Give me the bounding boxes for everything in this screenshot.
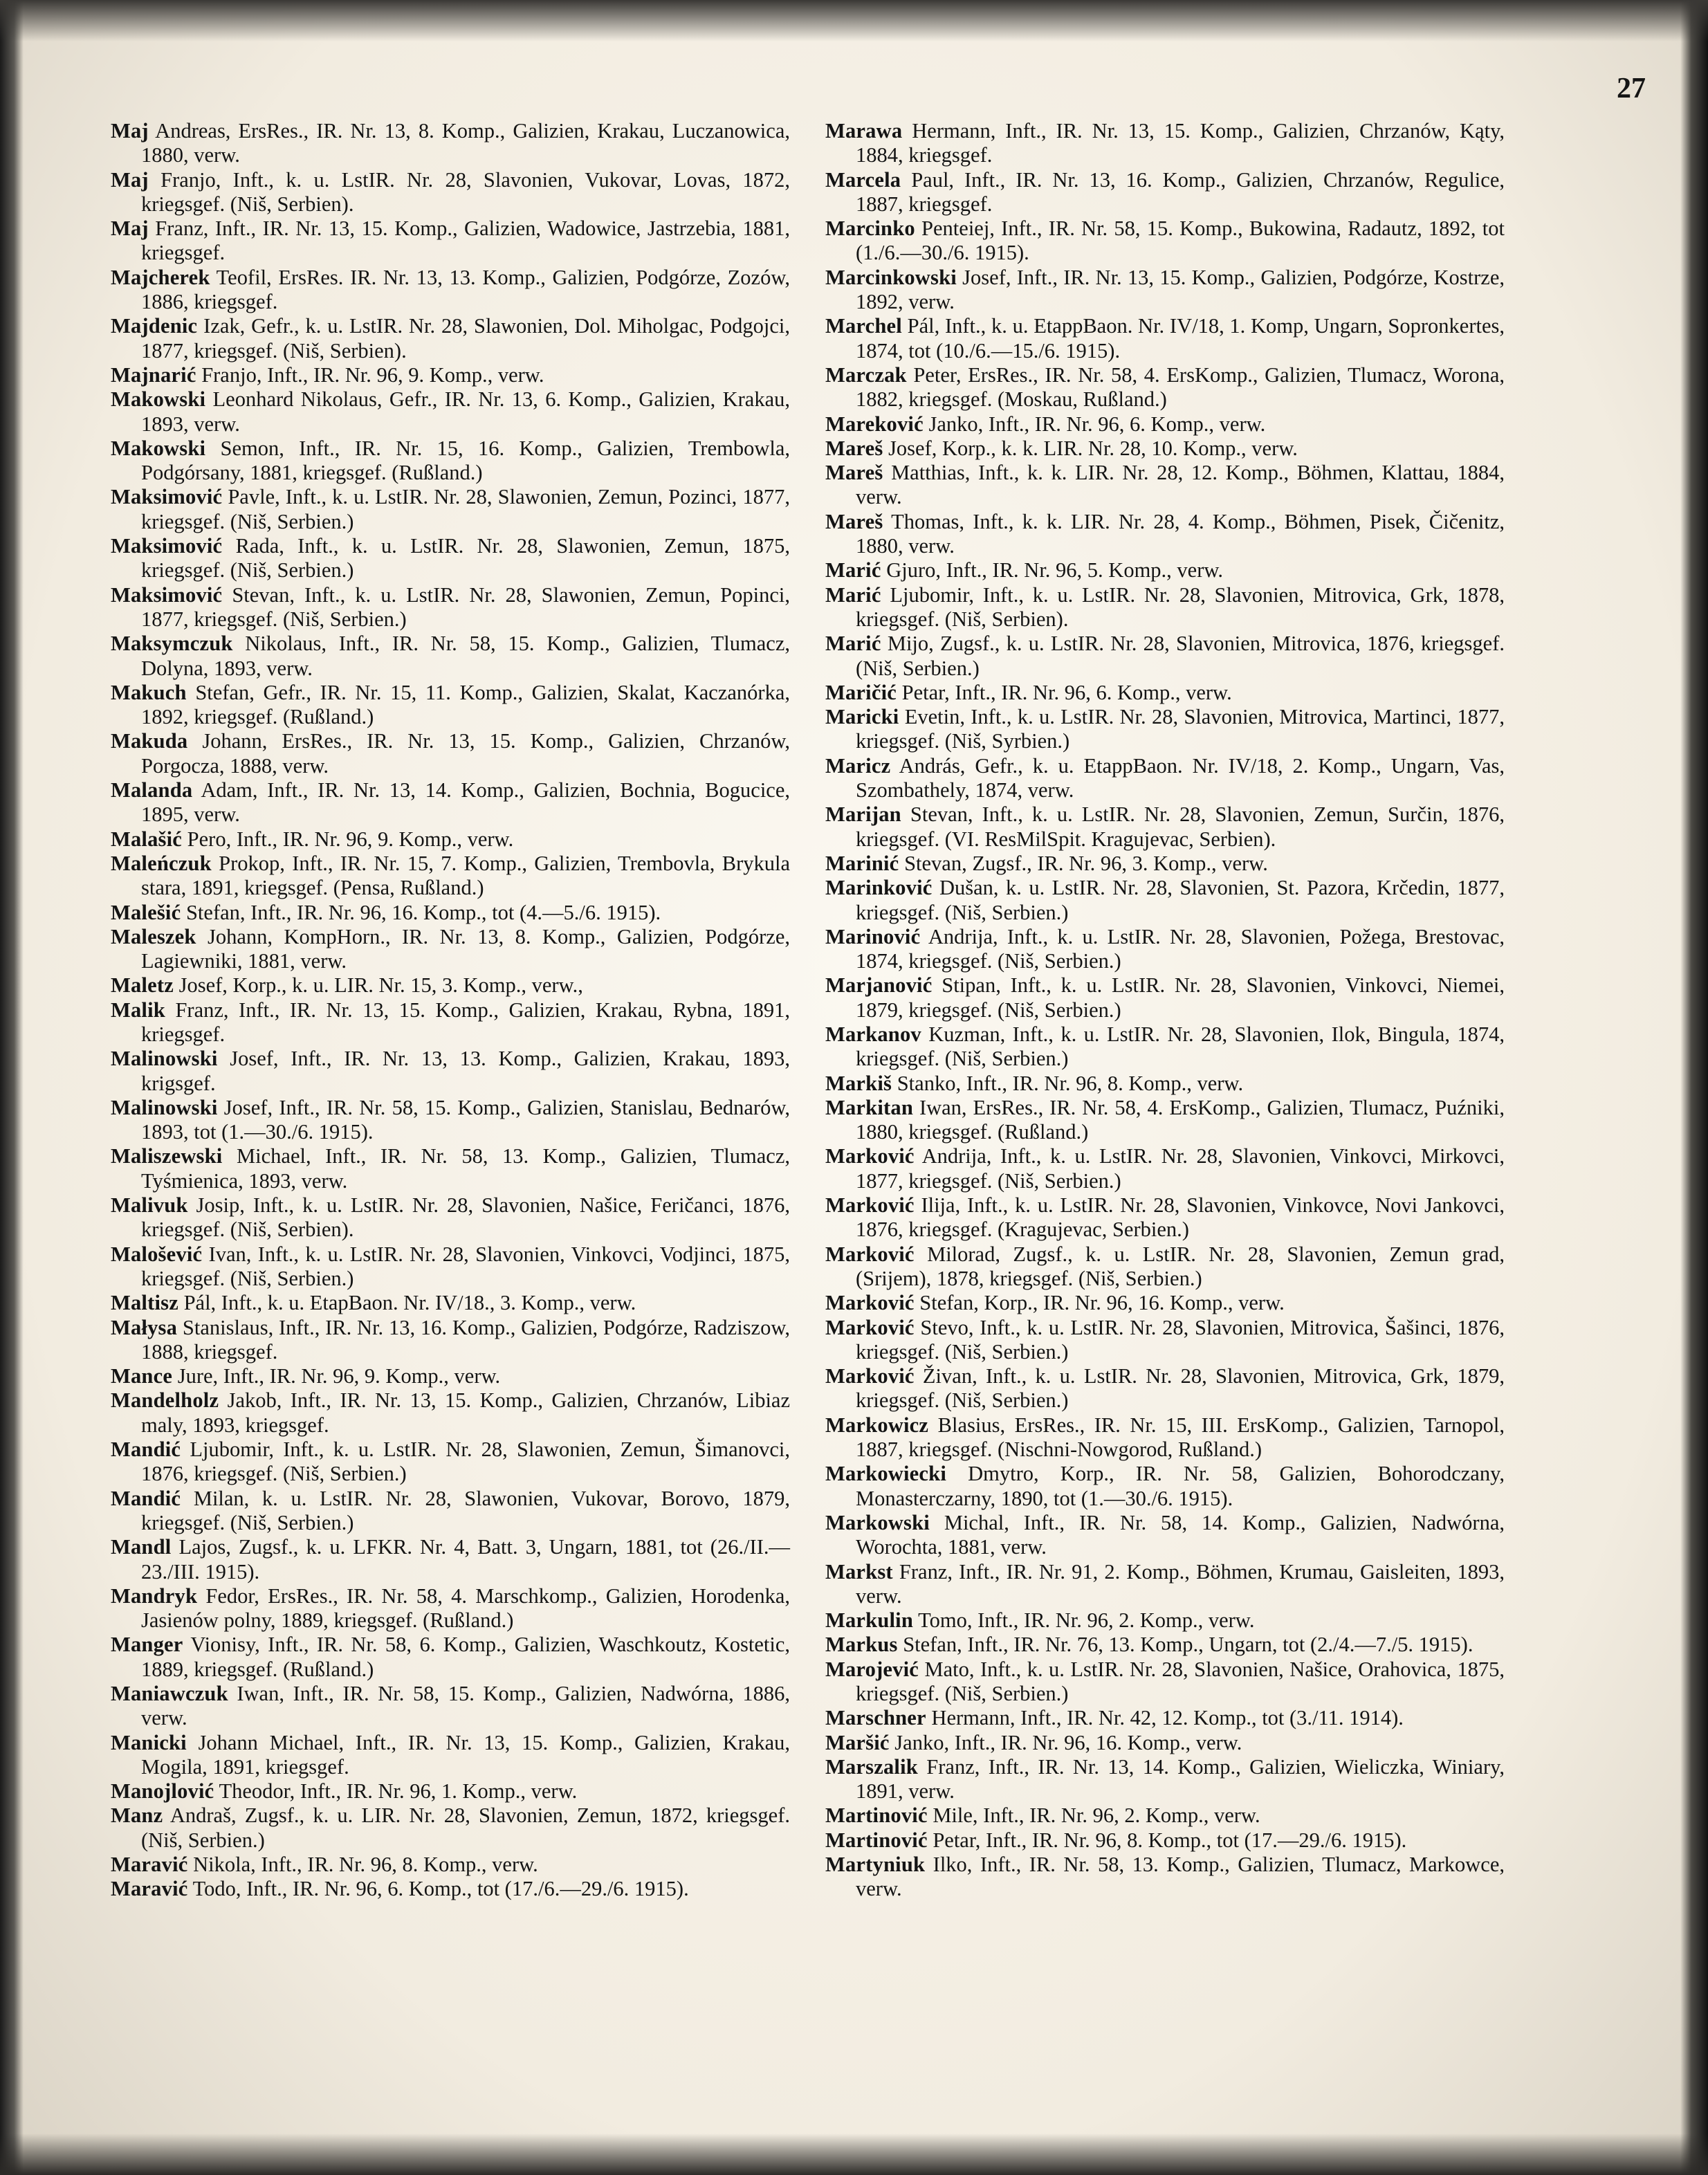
entry-surname: Markanov xyxy=(825,1022,921,1046)
entry-details: Dmytro, Korp., IR. Nr. 58, Galizien, Bohorodczany, Monasterczarny, 1890, tot (1.—30./6. 1915). xyxy=(856,1462,1505,1510)
entry-surname: Maltisz xyxy=(111,1291,178,1315)
entry-details: Ljubomir, Inft., k. u. LstIR. Nr. 28, Slavonien, Mitrovica, Grk, 1878, kriegsgef. (Niš, Serbien). xyxy=(856,582,1505,631)
list-entry xyxy=(825,1853,1505,1902)
entry-surname: Maksymczuk xyxy=(111,632,233,656)
entry-details: Josef, Korp., k. k. LIR. Nr. 28, 10. Komp., verw. xyxy=(883,436,1298,460)
entry-surname: Marszalik xyxy=(825,1754,918,1779)
entry-details: Michael, Inft., IR. Nr. 58, 13. Komp., Galizien, Tlumacz, Tyśmienica, 1893, verw. xyxy=(141,1144,790,1193)
list-entry xyxy=(825,1291,1505,1315)
entry-surname: Marczak xyxy=(825,362,907,387)
entry-details: Peter, ErsRes., IR. Nr. 58, 4. ErsKomp., Galizien, Tlumacz, Worona, 1882, kriegsgef. (Moskau, Rußland.) xyxy=(856,362,1505,412)
entry-details: Stanko, Inft., IR. Nr. 96, 8. Komp., verw. xyxy=(892,1071,1244,1095)
list-entry xyxy=(825,217,1505,266)
entry-details: Stipan, Inft., k. u. LstIR. Nr. 28, Slavonien, Vinkovci, Niemei, 1879, kriegsgef. (Niš, Serbien.) xyxy=(856,973,1505,1022)
entry-surname: Mandelholz xyxy=(111,1388,219,1413)
list-entry xyxy=(111,1731,790,1780)
entry-details: Stanislaus, Inft., IR. Nr. 13, 16. Komp., Galizien, Podgórze, Radziszow, 1888, kriegsgef. xyxy=(141,1315,790,1364)
entry-surname: Marić xyxy=(825,632,881,656)
entry-surname: Mandić xyxy=(111,1438,181,1462)
entry-surname: Maršić xyxy=(825,1730,890,1754)
entry-surname: Marjanović xyxy=(825,973,933,998)
entry-details: Semon, Inft., IR. Nr. 15, 16. Komp., Galizien, Trembowla, Podgórsany, 1881, kriegsgef. (Rußland.) xyxy=(141,436,790,485)
list-entry xyxy=(111,1682,790,1731)
entry-details: Stevo, Inft., k. u. LstIR. Nr. 28, Slavonien, Mitrovica, Šašinci, 1876, kriegsgef. (Niš, Serbien.) xyxy=(856,1315,1505,1364)
entry-details: Stefan, Inft., IR. Nr. 76, 13. Komp., Ungarn, tot (2./4.—7./5. 1915). xyxy=(897,1633,1473,1657)
list-entry xyxy=(111,729,790,778)
entry-details: Pero, Inft., IR. Nr. 96, 9. Komp., verw. xyxy=(182,827,514,851)
entry-details: Mile, Inft., IR. Nr. 96, 2. Komp., verw. xyxy=(927,1804,1260,1828)
list-entry xyxy=(825,583,1505,632)
entry-details: Leonhard Nikolaus, Gefr., IR. Nr. 13, 6. Komp., Galizien, Krakau, 1893, verw. xyxy=(141,387,790,436)
entry-surname: Maksimović xyxy=(111,582,223,607)
entry-surname: Maletz xyxy=(111,973,174,998)
list-entry xyxy=(825,1022,1505,1072)
entry-surname: Malinowski xyxy=(111,1095,218,1119)
entry-surname: Marinić xyxy=(825,851,899,875)
entry-details: Tomo, Inft., IR. Nr. 96, 2. Komp., verw. xyxy=(913,1608,1255,1633)
entry-details: Johann, KompHorn., IR. Nr. 13, 8. Komp., Galizien, Podgórze, Lagiewniki, 1881, verw. xyxy=(141,924,790,973)
entry-details: Izak, Gefr., k. u. LstIR. Nr. 28, Slawonien, Dol. Miholgac, Podgojci, 1877, kriegsgef. (Niš, Serbien). xyxy=(141,314,790,362)
entry-details: Adam, Inft., IR. Nr. 13, 14. Komp., Galizien, Bochnia, Bogucice, 1895, verw. xyxy=(141,778,790,827)
list-entry xyxy=(825,1144,1505,1193)
entry-surname: Marawa xyxy=(825,119,903,143)
list-entry xyxy=(111,363,790,387)
entry-surname: Maj xyxy=(111,217,149,241)
entry-surname: Martyniuk xyxy=(825,1853,926,1877)
list-entry xyxy=(825,1804,1505,1828)
entry-details: Matthias, Inft., k. k. LIR. Nr. 28, 12. Komp., Böhmen, Klattau, 1884, verw. xyxy=(856,461,1505,509)
list-entry xyxy=(111,1316,790,1365)
list-entry xyxy=(825,1193,1505,1242)
list-entry xyxy=(825,802,1505,852)
list-entry xyxy=(111,778,790,827)
entry-details: Nikola, Inft., IR. Nr. 96, 8. Komp., verw. xyxy=(187,1853,538,1877)
entry-surname: Marcinkowski xyxy=(825,265,957,289)
entry-surname: Małysa xyxy=(111,1315,178,1339)
entry-surname: Maričić xyxy=(825,680,897,704)
entry-surname: Maleńczuk xyxy=(111,851,212,875)
list-entry xyxy=(825,437,1505,461)
list-entry xyxy=(825,754,1505,803)
entry-surname: Marchel xyxy=(825,314,902,338)
list-entry xyxy=(111,217,790,266)
entry-details: Janko, Inft., IR. Nr. 96, 16. Komp., verw. xyxy=(889,1730,1242,1754)
entry-surname: Maksimović xyxy=(111,485,223,509)
entry-surname: Majnarić xyxy=(111,362,196,387)
entry-surname: Manojlović xyxy=(111,1779,214,1804)
list-entry xyxy=(825,363,1505,412)
list-entry xyxy=(825,1096,1505,1145)
list-entry xyxy=(825,973,1505,1022)
entry-details: Franjo, Inft., k. u. LstIR. Nr. 28, Slavonien, Vukovar, Lovas, 1872, kriegsgef. (Niš, Serbien). xyxy=(141,167,790,216)
list-entry xyxy=(825,1072,1505,1096)
entry-surname: Makuch xyxy=(111,680,187,704)
entry-details: Ilko, Inft., IR. Nr. 58, 13. Komp., Galizien, Tlumacz, Markowce, verw. xyxy=(856,1853,1505,1901)
list-entry xyxy=(825,266,1505,315)
list-entry xyxy=(825,1511,1505,1560)
entry-details: Andraš, Zugsf., k. u. LIR. Nr. 28, Slavonien, Zemun, 1872, kriegsgef. (Niš, Serbien.) xyxy=(141,1804,790,1852)
entry-surname: Markiš xyxy=(825,1071,892,1095)
entry-surname: Marschner xyxy=(825,1706,926,1730)
list-entry xyxy=(111,1193,790,1242)
entry-details: Todo, Inft., IR. Nr. 96, 6. Komp., tot (17./6.—29./6. 1915). xyxy=(187,1877,689,1901)
entry-details: Josef, Inft., IR. Nr. 13, 13. Komp., Galizien, Krakau, 1893, krigsgef. xyxy=(141,1047,790,1095)
list-entry xyxy=(111,901,790,925)
entry-details: Blasius, ErsRes., IR. Nr. 15, III. ErsKomp., Galizien, Tarnopol, 1887, kriegsgef. (Nischni-Nowgorod, Rußland.) xyxy=(856,1413,1505,1462)
entry-surname: Malanda xyxy=(111,778,193,802)
list-entry xyxy=(825,1828,1505,1853)
entry-surname: Maricz xyxy=(825,753,891,778)
entry-details: Stevan, Inft., k. u. LstIR. Nr. 28, Slavonien, Zemun, Surčin, 1876, kriegsgef. (VI. ResMilSpit. Kragujevac, Serbien). xyxy=(856,802,1505,851)
entry-surname: Maleszek xyxy=(111,924,196,948)
entry-details: Jure, Inft., IR. Nr. 96, 9. Komp., verw. xyxy=(172,1364,501,1388)
entry-surname: Marcela xyxy=(825,167,901,192)
entry-details: Thomas, Inft., k. k. LIR. Nr. 28, 4. Komp., Böhmen, Pisek, Čičenitz, 1880, verw. xyxy=(856,509,1505,558)
scan-edge-right xyxy=(1680,0,1708,2175)
entry-details: Mijo, Zugsf., k. u. LstIR. Nr. 28, Slavonien, Mitrovica, 1876, kriegsgef. (Niš, Serbien.) xyxy=(856,632,1505,680)
entry-surname: Marijan xyxy=(825,802,901,827)
list-entry xyxy=(111,632,790,681)
entry-details: Milan, k. u. LstIR. Nr. 28, Slawonien, Vukovar, Borovo, 1879, kriegsgef. (Niš, Serbien.) xyxy=(141,1486,790,1534)
page-number: 27 xyxy=(1617,73,1646,104)
list-entry xyxy=(825,1608,1505,1633)
list-entry xyxy=(111,1584,790,1633)
entry-details: Hermann, Inft., IR. Nr. 42, 12. Komp., tot (3./11. 1914). xyxy=(926,1706,1404,1730)
entry-surname: Marić xyxy=(825,582,881,607)
entry-details: Hermann, Inft., IR. Nr. 13, 15. Komp., Galizien, Chrzanów, Kąty, 1884, kriegsgef. xyxy=(856,119,1505,167)
entry-surname: Maravić xyxy=(111,1877,188,1901)
entry-surname: Marojević xyxy=(825,1657,919,1681)
list-entry xyxy=(111,1487,790,1536)
scan-edge-left xyxy=(0,0,24,2175)
list-entry xyxy=(825,1364,1505,1413)
entry-surname: Malinowski xyxy=(111,1047,218,1071)
entry-details: Kuzman, Inft., k. u. LstIR. Nr. 28, Slavonien, Ilok, Bingula, 1874, kriegsgef. (Niš, Serbien.) xyxy=(856,1022,1505,1071)
list-entry xyxy=(111,1438,790,1487)
list-entry xyxy=(111,1096,790,1145)
entry-surname: Majdenic xyxy=(111,314,198,338)
entry-surname: Mareković xyxy=(825,412,924,436)
entry-surname: Mandić xyxy=(111,1486,181,1510)
entry-surname: Malošević xyxy=(111,1242,203,1266)
entry-details: Michal, Inft., IR. Nr. 58, 14. Komp., Galizien, Nadwórna, Worochta, 1881, verw. xyxy=(856,1510,1505,1559)
entry-surname: Markst xyxy=(825,1559,893,1584)
entry-details: Teofil, ErsRes. IR. Nr. 13, 13. Komp., Galizien, Podgórze, Zozów, 1886, kriegsgef. xyxy=(141,265,790,314)
list-entry xyxy=(825,1316,1505,1365)
entry-surname: Makowski xyxy=(111,387,206,412)
entry-details: András, Gefr., k. u. EtappBaon. Nr. IV/18, 2. Komp., Ungarn, Vas, Szombathely, 1874, verw. xyxy=(856,753,1505,802)
entry-details: Paul, Inft., IR. Nr. 13, 16. Komp., Galizien, Chrzanów, Regulice, 1887, kriegsgef. xyxy=(856,167,1505,216)
entry-details: Fedor, ErsRes., IR. Nr. 58, 4. Marschkomp., Galizien, Horodenka, Jasienów polny, 1889, kriegsgef. (Rußland.) xyxy=(141,1584,790,1633)
list-entry xyxy=(825,876,1505,925)
entry-surname: Maj xyxy=(111,167,149,192)
list-entry xyxy=(111,437,790,486)
entry-details: Stefan, Inft., IR. Nr. 96, 16. Komp., tot (4.—5./6. 1915). xyxy=(181,900,661,924)
list-entry xyxy=(111,1291,790,1315)
list-entry xyxy=(825,1560,1505,1609)
entry-surname: Marinković xyxy=(825,876,933,900)
entry-details: Iwan, Inft., IR. Nr. 58, 15. Komp., Galizien, Nadwórna, 1886, verw. xyxy=(141,1682,790,1730)
entry-details: Jakob, Inft., IR. Nr. 13, 15. Komp., Galizien, Chrzanów, Libiaz maly, 1893, kriegsgef. xyxy=(141,1388,790,1437)
entry-surname: Marković xyxy=(825,1193,915,1218)
list-entry xyxy=(111,1364,790,1388)
list-entry xyxy=(111,1388,790,1438)
entry-surname: Markulin xyxy=(825,1608,914,1633)
list-entry xyxy=(111,1144,790,1193)
entry-details: Evetin, Inft., k. u. LstIR. Nr. 28, Slavonien, Mitrovica, Martinci, 1877, kriegsgef. (Niš, Syrbien.) xyxy=(856,705,1505,753)
list-entry xyxy=(111,1853,790,1877)
list-entry xyxy=(111,534,790,583)
list-entry xyxy=(111,925,790,974)
entry-details: Andreas, ErsRes., IR. Nr. 13, 8. Komp., Galizien, Krakau, Luczanowica, 1880, verw. xyxy=(141,119,790,167)
entry-surname: Markus xyxy=(825,1633,898,1657)
entry-details: Ljubomir, Inft., k. u. LstIR. Nr. 28, Slawonien, Zemun, Šimanovci, 1876, kriegsgef. (Niš, Serbien.) xyxy=(141,1438,790,1486)
list-entry xyxy=(111,1877,790,1901)
entry-details: Milorad, Zugsf., k. u. LstIR. Nr. 28, Slavonien, Zemun grad, (Srijem), 1878, kriegsgef. (Niš, Serbien.) xyxy=(856,1242,1505,1290)
entry-details: Ivan, Inft., k. u. LstIR. Nr. 28, Slavonien, Vinkovci, Vodjinci, 1875, kriegsgef. (Niš, Serbien.) xyxy=(141,1242,790,1290)
entry-surname: Makowski xyxy=(111,436,206,460)
list-entry xyxy=(825,461,1505,510)
entry-details: Ilija, Inft., k. u. LstIR. Nr. 28, Slavonien, Vinkovce, Novi Jankovci, 1876, kriegsgef. (Kragujevac, Serbien.) xyxy=(856,1193,1505,1242)
entry-surname: Marković xyxy=(825,1144,915,1168)
entry-details: Iwan, ErsRes., IR. Nr. 58, 4. ErsKomp., Galizien, Tlumacz, Puźniki, 1880, kriegsgef. (Rußland.) xyxy=(856,1095,1505,1144)
list-entry xyxy=(825,168,1505,217)
right-column xyxy=(825,119,1505,1902)
entry-details: Franjo, Inft., IR. Nr. 96, 9. Komp., verw. xyxy=(196,362,544,387)
entry-surname: Mareš xyxy=(825,461,883,485)
entry-details: Johann Michael, Inft., IR. Nr. 13, 15. Komp., Galizien, Krakau, Mogila, 1891, kriegsgef. xyxy=(141,1730,790,1779)
entry-surname: Malivuk xyxy=(111,1193,188,1218)
list-entry xyxy=(111,314,790,363)
list-entry xyxy=(111,1804,790,1853)
entry-details: Vionisy, Inft., IR. Nr. 58, 6. Komp., Galizien, Waschkoutz, Kostetic, 1889, kriegsgef. (Rußland.) xyxy=(141,1633,790,1681)
list-entry xyxy=(111,998,790,1047)
entry-details: Franz, Inft., IR. Nr. 91, 2. Komp., Böhmen, Krumau, Gaisleiten, 1893, verw. xyxy=(856,1559,1505,1608)
list-entry xyxy=(825,1633,1505,1657)
entry-details: Theodor, Inft., IR. Nr. 96, 1. Komp., verw. xyxy=(214,1779,578,1804)
entry-surname: Markowski xyxy=(825,1510,930,1534)
entry-surname: Maliszewski xyxy=(111,1144,223,1168)
entry-details: Lajos, Zugsf., k. u. LFKR. Nr. 4, Batt. 3, Ungarn, 1881, tot (26./II.—23./III. 1915). xyxy=(141,1535,790,1584)
list-entry xyxy=(825,510,1505,559)
entry-surname: Markowiecki xyxy=(825,1462,946,1486)
entry-surname: Marinović xyxy=(825,924,921,948)
list-entry xyxy=(825,1462,1505,1511)
list-entry xyxy=(111,266,790,315)
entry-surname: Marković xyxy=(825,1315,915,1339)
entry-surname: Marcinko xyxy=(825,217,915,241)
entry-details: Prokop, Inft., IR. Nr. 15, 7. Komp., Galizien, Trembovla, Brykula stara, 1891, kriegsgef. (Pensa, Rußland.) xyxy=(141,851,790,900)
entry-details: Živan, Inft., k. u. LstIR. Nr. 28, Slavonien, Mitrovica, Grk, 1879, kriegsgef. (Niš, Serbien.) xyxy=(856,1364,1505,1413)
entry-surname: Martinović xyxy=(825,1828,928,1852)
entry-surname: Mandryk xyxy=(111,1584,198,1608)
entry-surname: Majcherek xyxy=(111,265,210,289)
entry-surname: Marković xyxy=(825,1242,915,1266)
entry-details: Dušan, k. u. LstIR. Nr. 28, Slavonien, St. Pazora, Krčedin, 1877, kriegsgef. (Niš, Serbien.) xyxy=(856,876,1505,924)
list-entry xyxy=(825,705,1505,754)
entry-details: Pál, Inft., k. u. EtapBaon. Nr. IV/18., 3. Komp., verw. xyxy=(178,1291,636,1315)
entry-surname: Maricki xyxy=(825,705,899,729)
entry-surname: Marković xyxy=(825,1364,915,1388)
entry-details: Josef, Inft., IR. Nr. 58, 15. Komp., Galizien, Stanislau, Bednarów, 1893, tot (1.—30./6. 1915). xyxy=(141,1095,790,1144)
list-entry xyxy=(111,681,790,730)
entry-surname: Malik xyxy=(111,998,165,1022)
list-entry xyxy=(111,485,790,534)
left-column xyxy=(111,119,790,1902)
list-entry xyxy=(111,119,790,168)
entry-surname: Maniawczuk xyxy=(111,1682,228,1705)
entry-details: Johann, ErsRes., IR. Nr. 13, 15. Komp., Galizien, Chrzanów, Porgocza, 1888, verw. xyxy=(141,729,790,778)
list-entry xyxy=(825,1706,1505,1730)
list-entry xyxy=(825,632,1505,681)
entry-surname: Manz xyxy=(111,1804,163,1828)
list-entry xyxy=(825,1658,1505,1707)
entry-details: Josef, Korp., k. u. LIR. Nr. 15, 3. Komp., verw., xyxy=(173,973,583,998)
list-entry xyxy=(825,558,1505,582)
entry-surname: Maravić xyxy=(111,1853,188,1877)
list-entry xyxy=(825,1413,1505,1462)
entry-surname: Marković xyxy=(825,1291,915,1315)
entry-details: Mato, Inft., k. u. LstIR. Nr. 28, Slavonien, Našice, Orahovica, 1875, kriegsgef. (Niš, Serbien.) xyxy=(856,1657,1505,1705)
entry-details: Pavle, Inft., k. u. LstIR. Nr. 28, Slawonien, Zemun, Pozinci, 1877, kriegsgef. (Niš, Serbien.) xyxy=(141,485,790,533)
entry-details: Stefan, Gefr., IR. Nr. 15, 11. Komp., Galizien, Skalat, Kaczanórka, 1892, kriegsgef. (Rußland.) xyxy=(141,680,790,729)
entry-details: Andrija, Inft., k. u. LstIR. Nr. 28, Slavonien, Vinkovci, Mirkovci, 1877, kriegsgef. (Niš, Serbien.) xyxy=(856,1144,1505,1193)
entry-surname: Mandl xyxy=(111,1535,172,1559)
entry-surname: Martinović xyxy=(825,1804,928,1828)
list-entry xyxy=(825,119,1505,168)
entry-details: Stefan, Korp., IR. Nr. 96, 16. Komp., verw. xyxy=(914,1291,1285,1315)
entry-surname: Mareš xyxy=(825,436,883,460)
entry-surname: Markowicz xyxy=(825,1413,929,1437)
scan-edge-bottom xyxy=(0,2133,1708,2175)
list-entry xyxy=(111,1535,790,1584)
list-entry xyxy=(825,1242,1505,1292)
scan-edge-top xyxy=(0,0,1708,42)
entry-surname: Marić xyxy=(825,558,881,582)
entry-details: Petar, Inft., IR. Nr. 96, 8. Komp., tot (17.—29./6. 1915). xyxy=(927,1828,1407,1852)
entry-details: Rada, Inft., k. u. LstIR. Nr. 28, Slawonien, Zemun, 1875, kriegsgef. (Niš, Serbien.) xyxy=(141,534,790,582)
entry-details: Franz, Inft., IR. Nr. 13, 14. Komp., Galizien, Wieliczka, Winiary, 1891, verw. xyxy=(856,1754,1505,1804)
list-entry xyxy=(111,827,790,852)
entry-details: Janko, Inft., IR. Nr. 96, 6. Komp., verw. xyxy=(923,412,1266,436)
list-entry xyxy=(825,681,1505,705)
list-entry xyxy=(111,168,790,217)
entry-details: Franz, Inft., IR. Nr. 13, 15. Komp., Galizien, Wadowice, Jastrzebia, 1881, kriegsgef. xyxy=(141,217,790,265)
entry-surname: Maksimović xyxy=(111,534,223,558)
entry-surname: Mance xyxy=(111,1364,173,1388)
entry-surname: Mareš xyxy=(825,509,883,533)
list-entry xyxy=(111,1633,790,1682)
list-entry xyxy=(825,1755,1505,1804)
list-entry xyxy=(111,852,790,901)
entry-details: Josef, Inft., IR. Nr. 13, 15. Komp., Galizien, Podgórze, Kostrze, 1892, verw. xyxy=(856,265,1505,314)
entry-details: Franz, Inft., IR. Nr. 13, 15. Komp., Galizien, Krakau, Rybna, 1891, kriegsgef. xyxy=(141,998,790,1046)
list-entry xyxy=(825,925,1505,974)
entry-surname: Malašić xyxy=(111,827,183,851)
list-entry xyxy=(111,1242,790,1292)
entry-details: Pál, Inft., k. u. EtappBaon. Nr. IV/18, 1. Komp, Ungarn, Sopronkertes, 1874, tot (10./6.—15./6. 1915). xyxy=(856,314,1505,362)
list-entry xyxy=(825,314,1505,363)
entry-surname: Markitan xyxy=(825,1095,913,1119)
list-entry xyxy=(111,1779,790,1804)
list-entry xyxy=(111,973,790,998)
entry-details: Stevan, Inft., k. u. LstIR. Nr. 28, Slawonien, Zemun, Popinci, 1877, kriegsgef. (Niš, Serbien.) xyxy=(141,582,790,631)
entry-surname: Manicki xyxy=(111,1730,187,1754)
entry-surname: Malešić xyxy=(111,900,181,924)
list-entry xyxy=(825,412,1505,437)
entry-details: Stevan, Zugsf., IR. Nr. 96, 3. Komp., verw. xyxy=(899,851,1268,875)
entry-details: Nikolaus, Inft., IR. Nr. 58, 15. Komp., Galizien, Tlumacz, Dolyna, 1893, verw. xyxy=(141,632,790,680)
entry-details: Josip, Inft., k. u. LstIR. Nr. 28, Slavonien, Našice, Feričanci, 1876, kriegsgef. (Niš, Serbien). xyxy=(141,1193,790,1242)
entry-details: Gjuro, Inft., IR. Nr. 96, 5. Komp., verw. xyxy=(881,558,1224,582)
list-entry xyxy=(825,1731,1505,1755)
entry-details: Penteiej, Inft., IR. Nr. 58, 15. Komp., Bukowina, Radautz, 1892, tot (1./6.—30./6. 1915). xyxy=(856,217,1505,265)
list-entry xyxy=(825,852,1505,876)
entry-details: Andrija, Inft., k. u. LstIR. Nr. 28, Slavonien, Požega, Brestovac, 1874, kriegsgef. (Niš, Serbien.) xyxy=(856,924,1505,973)
list-entry xyxy=(111,583,790,632)
entry-surname: Makuda xyxy=(111,729,188,753)
entry-surname: Manger xyxy=(111,1633,183,1657)
list-entry xyxy=(111,387,790,437)
entry-surname: Maj xyxy=(111,119,149,143)
list-entry xyxy=(111,1047,790,1096)
entry-details: Petar, Inft., IR. Nr. 96, 6. Komp., verw. xyxy=(897,680,1232,704)
